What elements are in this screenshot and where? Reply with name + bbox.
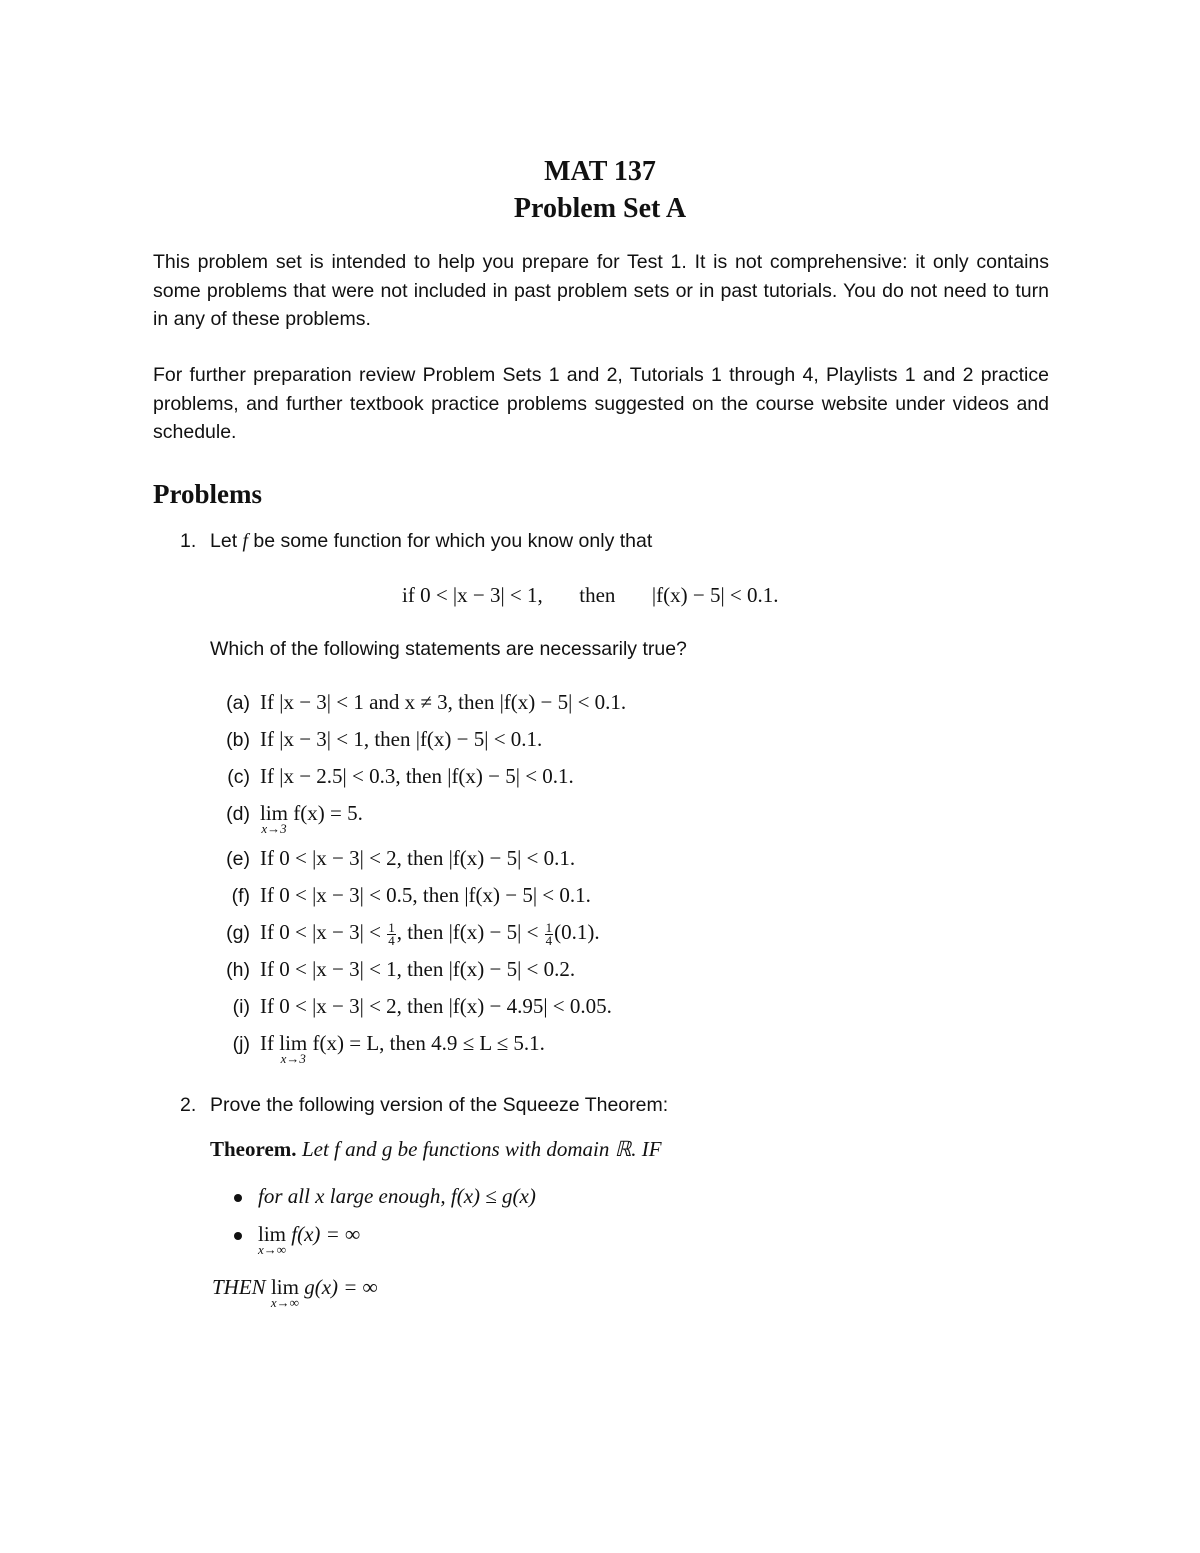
item-g-post: (0.1). [554, 920, 600, 944]
problem-1-question: Which of the following statements are necessarily true? [210, 638, 687, 660]
problem-2-number: 2. [180, 1094, 197, 1116]
bullet-2-expression: f(x) = ∞ [291, 1222, 361, 1246]
hypothesis-conclusion: |f(x) − 5| < 0.1. [651, 583, 779, 607]
then-limit: lim x→∞ [270, 1275, 299, 1310]
item-b-text: If |x − 3| < 1, then |f(x) − 5| < 0.1. [260, 727, 543, 751]
section-heading: Problems [153, 479, 262, 509]
item-j-limit: lim x→3 [279, 1031, 308, 1066]
bullet-2-dot [234, 1232, 242, 1240]
theorem-bullet-1: for all x large enough, f(x) ≤ g(x) [258, 1184, 536, 1208]
intro-paragraph-2: For further preparation review Problem Sets 1 and 2, Tutorials 1 through 4, Playlists 1 and 2 practice problems, and further textbook practice problems suggested on the course website under videos and schedule. [153, 364, 1049, 443]
item-d-expression: f(x) = 5. [293, 801, 363, 825]
theorem-bullet-2 [257, 1222, 361, 1257]
problem-1-hypothesis [402, 583, 779, 608]
item-j-limit-sub: x→3 [280, 1051, 306, 1066]
bullet-2-limit: lim x→∞ [257, 1222, 287, 1257]
course-title: MAT 137 [544, 156, 656, 187]
item-g-pre: If 0 < |x − 3| < [260, 920, 381, 944]
item-g-label: (g) [226, 922, 250, 944]
item-h-text: If 0 < |x − 3| < 1, then |f(x) − 5| < 0.2. [260, 957, 576, 981]
item-e-text: If 0 < |x − 3| < 2, then |f(x) − 5| < 0.1. [260, 846, 576, 870]
intro-rest: be some function for which you know only that [253, 530, 653, 552]
item-i-label: (i) [232, 996, 250, 1018]
item-j-pre: If [260, 1031, 274, 1055]
item-j-expression: f(x) = L, then 4.9 ≤ L ≤ 5.1. [312, 1031, 545, 1055]
bullet-1-dot [234, 1194, 242, 1202]
item-e-label: (e) [226, 848, 250, 870]
then-word: THEN [212, 1275, 266, 1299]
item-d-label: (d) [226, 803, 250, 825]
item-c-text: If |x − 2.5| < 0.3, then |f(x) − 5| < 0.1. [260, 764, 574, 788]
intro-paragraph-1: This problem set is intended to help you prepare for Test 1. It is not comprehensive: it only contains some problems that were not included in past problem sets or in past tutorials. You do not need to turn in any of these problems. [153, 251, 1049, 330]
item-g-fraction-1: $\frac{1}{4}$ [388, 919, 395, 948]
intro-function-f: f [242, 531, 248, 552]
item-a-label: (a) [226, 692, 250, 714]
item-i-text: If 0 < |x − 3| < 2, then |f(x) − 4.95| < 0.05. [260, 994, 612, 1018]
theorem-text: Let f and g be functions with domain ℝ. IF [301, 1137, 662, 1161]
item-f-text: If 0 < |x − 3| < 0.5, then |f(x) − 5| < 0.1. [260, 883, 591, 907]
item-g-mid: , then |f(x) − 5| < [396, 920, 539, 944]
theorem-label: Theorem. [210, 1137, 297, 1161]
problem-2-intro: Prove the following version of the Squeeze Theorem: [210, 1094, 669, 1116]
document-subtitle: Problem Set A [513, 193, 687, 224]
item-g-fraction-2: $\frac{1}{4}$ [545, 919, 553, 948]
problem-1-intro [210, 530, 652, 553]
item-a-text: If |x − 3| < 1 and x ≠ 3, then |f(x) − 5| < 0.1. [260, 690, 627, 714]
hypothesis-then: then [579, 583, 616, 607]
item-b-label: (b) [226, 729, 250, 751]
then-limit-sub: x→∞ [270, 1295, 299, 1310]
theorem-statement [210, 1137, 662, 1162]
hypothesis-if: if 0 < |x − 3| < 1, [402, 583, 543, 607]
problem-1-number: 1. [180, 530, 197, 552]
item-h-label: (h) [226, 959, 250, 981]
item-g-text [260, 920, 600, 947]
then-expression: g(x) = ∞ [304, 1275, 378, 1299]
item-c-label: (c) [227, 766, 250, 788]
item-j-label: (j) [232, 1033, 250, 1055]
item-d-limit: lim x→3 [260, 801, 289, 836]
item-d-limit-sub: x→3 [261, 821, 287, 836]
bullet-2-limit-sub: x→∞ [257, 1242, 287, 1257]
item-f-label: (f) [231, 885, 250, 907]
theorem-conclusion [212, 1275, 378, 1310]
intro-let: Let [210, 530, 238, 552]
item-d-text [260, 801, 363, 836]
item-j-text [260, 1031, 545, 1066]
